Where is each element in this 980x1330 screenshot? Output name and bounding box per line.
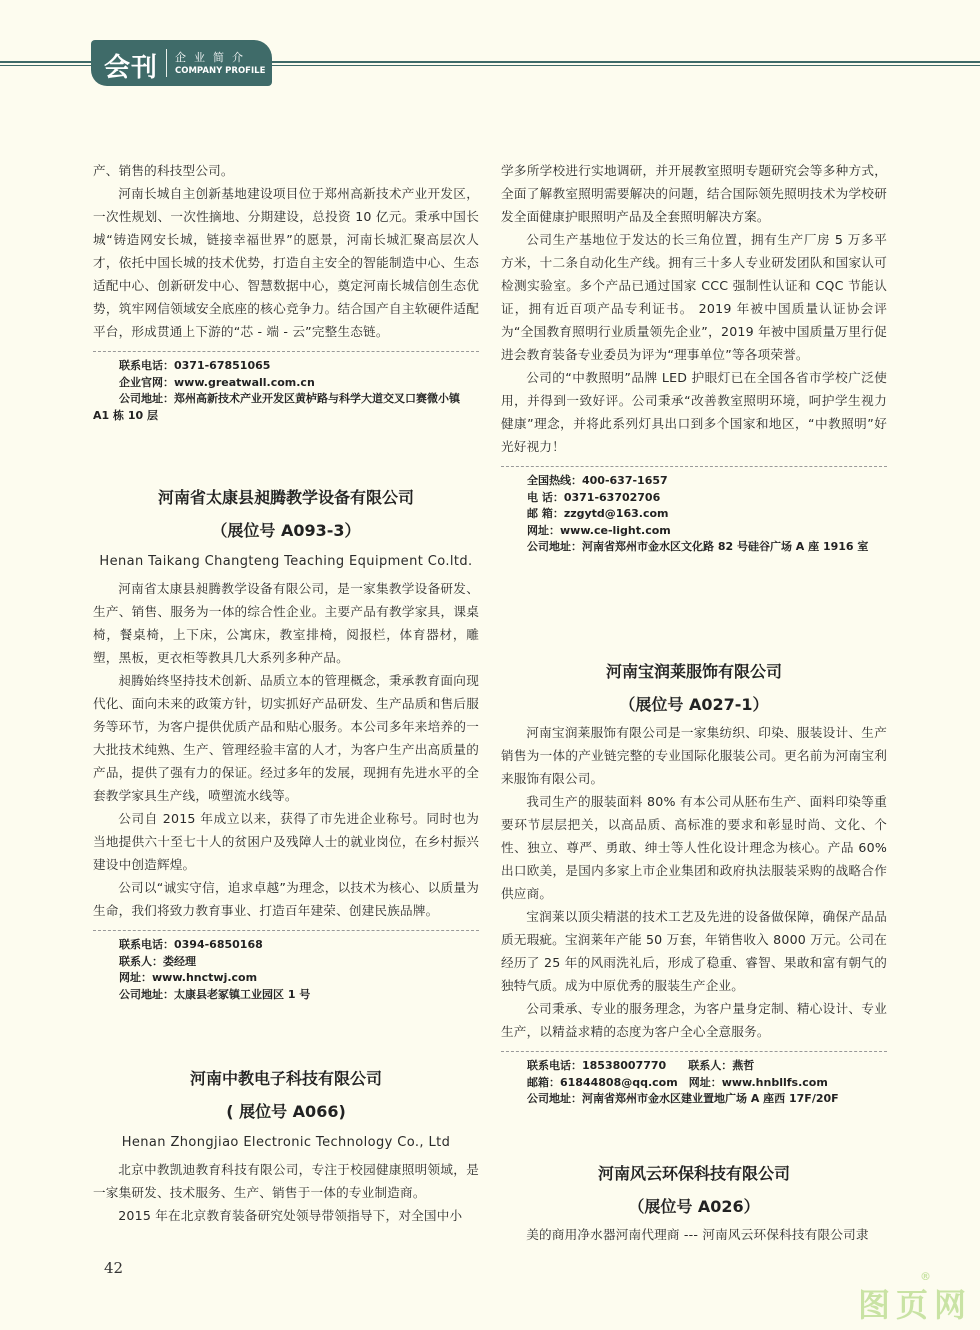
- section-badge: [91, 40, 272, 86]
- booth-number: （展位号 A027-1）: [619, 695, 769, 714]
- company-name-en: Henan Taikang Changteng Teaching Equipment Co.ltd.: [99, 554, 473, 569]
- company-changteng: [93, 481, 479, 1003]
- booth-number: ( 展位号 A066): [226, 1102, 346, 1121]
- divider: [93, 930, 479, 931]
- contact-hotline: 全国热线：400-637-1657: [527, 474, 668, 487]
- contact-website: 网址：www.ce-light.com: [527, 523, 671, 537]
- paragraph: 公司的“中教照明”品牌 LED 护眼灯已在全国各省市学校广泛使用，并得到一致好评。公司秉承“改善教室照明环境，呵护学生视力健康”理念，并将此系列灯具出口到多个国家和地区，“中教照明”好光好视力！: [501, 370, 887, 454]
- divider: [93, 351, 479, 352]
- paragraph: 河南省太康县昶腾教学设备有限公司，是一家集教学设备研发、生产、销售、服务为一体的综合性企业。主要产品有教学家具，课桌椅，餐桌椅，上下床，公寓床，教室排椅，阅报栏，体育器材，雕塑，黑板，更衣柜等教具几大系列多种产品。: [93, 581, 479, 665]
- contact-email: 邮 箱：zzgytd@163.com: [527, 507, 669, 521]
- booth-number: （展位号 A093-3）: [211, 521, 361, 540]
- contact-address: 公司地址：太康县老冢镇工业园区 1 号: [119, 987, 311, 1001]
- paragraph: 公司生产基地位于发达的长三角位置，拥有生产厂房 5 万多平方米，十二条自动化生产线。拥有三十多人专业研发团队和国家认可检测实验室。多个产品已通过国家 CCC 强制性认证和 CQC 节能认证，拥有近百项产品专利证书。 2019 年被中国质量认证协会评为“全国教育照明行业质量领先企业”，2019 年被中国质量万里行促进会教育装备专业委员为评为“理事单位”等各项荣誉。: [501, 232, 887, 362]
- paragraph: 产、销售的科技型公司。: [93, 163, 234, 178]
- company-name-en: Henan Zhongjiao Electronic Technology Co., Ltd: [121, 1135, 451, 1150]
- paragraph: 河南宝润莱服饰有限公司是一家集纺织、印染、服装设计、生产销售为一体的产业链完整的专业国际化服装公司。更名前为河南宝利来服饰有限公司。: [501, 725, 887, 786]
- contact-website: 企业官网：www.greatwall.com.cn: [119, 375, 315, 389]
- booth-number: （展位号 A026）: [628, 1197, 760, 1216]
- magazine-logo: 会刊: [104, 53, 159, 83]
- section-title-cn: 企业简介: [175, 51, 251, 64]
- intro-article: [93, 159, 479, 424]
- company-zhongjiao: [93, 1062, 479, 1227]
- badge-divider: [166, 49, 167, 77]
- watermark-logo: [858, 1270, 973, 1326]
- paragraph: 公司以“诚实守信，追求卓越”为理念，以技术为核心、以质量为生命，我们将致力教育事业、打造百年建荣、创建民族品牌。: [93, 880, 479, 918]
- paragraph: 学多所学校进行实地调研，并开展教室照明专题研究会等多种方式，全面了解教室照明需要解决的问题，结合国际领先照明技术为学校研发全面健康护眼照明产品及全套照明解决方案。: [501, 163, 887, 224]
- contact-person: 联系人：娄经理: [119, 954, 196, 968]
- contact-email-website: 邮箱：61844808@qq.com 网址：www.hnbllfs.com: [527, 1075, 828, 1089]
- paragraph: 宝润莱以顶尖精湛的技术工艺及先进的设备做保障，确保产品品质无瑕疵。宝润莱年产能 50 万套，年销售收入 8000 万元。公司在经历了 25 年的风雨洗礼后，形成了稳重、睿智、果敢和富有朝气的独特气质。成为中原优秀的服装生产企业。: [501, 909, 887, 993]
- paragraph: 我司生产的服装面料 80% 有本公司从胚布生产、面料印染等重要环节层层把关，以高品质、高标准的要求和彰显时尚、文化、个性、独立、尊严、勇敢、绅士等人性化设计理念为核心。产品 60% 出口欧美，是国内多家上市企业集团和政府执法服装采购的战略合作供应商。: [501, 794, 887, 901]
- paragraph: 公司自 2015 年成立以来，获得了市先进企业称号。同时也为当地提供六十至七十人的贫困户及残障人士的就业岗位，在乡村振兴建设中创造辉煌。: [93, 811, 479, 872]
- company-name: 河南中教电子科技有限公司: [189, 1069, 382, 1088]
- company-fengyun: [501, 1157, 887, 1246]
- paragraph: 河南长城自主创新基地建设项目位于郑州高新技术产业开发区，一次性规划、一次性摘地、分期建设，总投资 10 亿元。秉承中国长城“铸造网安长城，链接幸福世界”的愿景，河南长城汇聚高层次人才，依托中国长城的技术优势，打造自主安全的智能制造中心、生态适配中心、创新研发中心、智慧数据中心，奠定河南长城信创生态优势，筑牢网信领域安全底座的核心竞争力。结合国产自主软硬件适配平台，形成贯通上下游的“芯 - 端 - 云”完整生态链。: [93, 186, 479, 339]
- paragraph: 公司秉承、专业的服务理念，为客户量身定制、精心设计、专业生产，以精益求精的态度为客户全心全意服务。: [501, 1001, 887, 1039]
- company-name: 河南省太康县昶腾教学设备有限公司: [157, 488, 414, 507]
- divider: [501, 466, 887, 467]
- paragraph: 北京中教凯迪教育科技有限公司，专注于校园健康照明领域，是一家集研发、技术服务、生产、销售于一体的专业制造商。: [93, 1162, 479, 1200]
- contact-phone: 电 话：0371-63702706: [527, 490, 661, 504]
- contact-address: 公司地址：河南省郑州市金水区文化路 82 号硅谷广场 A 座 1916 室: [527, 540, 869, 554]
- registered-mark: ®: [920, 1270, 937, 1283]
- contact-phone-person: 联系电话：18538007770 联系人：燕哲: [527, 1059, 755, 1072]
- zhongjiao-continued: [501, 159, 887, 556]
- page-number: 42: [104, 1259, 124, 1277]
- paragraph: 美的商用净水器河南代理商 --- 河南风云环保科技有限公司隶: [526, 1227, 869, 1242]
- company-baorunlai: [501, 655, 887, 1108]
- contact-phone: 联系电话：0394-6850168: [119, 938, 263, 951]
- contact-address: 公司地址：郑州高新技术产业开发区黄栌路与科学大道交叉口赛微小镇 A1 栋 10 层: [93, 392, 460, 422]
- company-name: 河南风云环保科技有限公司: [597, 1164, 790, 1183]
- paragraph: 昶腾始终坚持技术创新、品质立本的管理概念，秉承教育面向现代化、面向未来的政策方针，切实抓好产品研发、生产品质和售后服务等环节，为客户提供优质产品和贴心服务。本公司多年来培养的一大批技术纯熟、生产、管理经验丰富的人才，为客户生产出高质量的产品，提供了强有力的保证。经过多年的发展，现拥有先进水平的全套教学家具生产线，喷塑流水线等。: [93, 673, 479, 803]
- contact-phone: 联系电话：0371-67851065: [119, 359, 271, 372]
- paragraph: 2015 年在北京教育装备研究处领导带领指导下，对全国中小: [118, 1208, 463, 1223]
- section-title-en: COMPANY PROFILE: [175, 66, 266, 76]
- watermark-text: 图页网: [858, 1286, 973, 1324]
- contact-website: 网址：www.hnctwj.com: [119, 971, 258, 985]
- divider: [501, 1051, 887, 1052]
- company-name: 河南宝润莱服饰有限公司: [605, 662, 782, 681]
- contact-address: 公司地址：河南省郑州市金水区建业置地广场 A 座西 17F/20F: [527, 1092, 839, 1106]
